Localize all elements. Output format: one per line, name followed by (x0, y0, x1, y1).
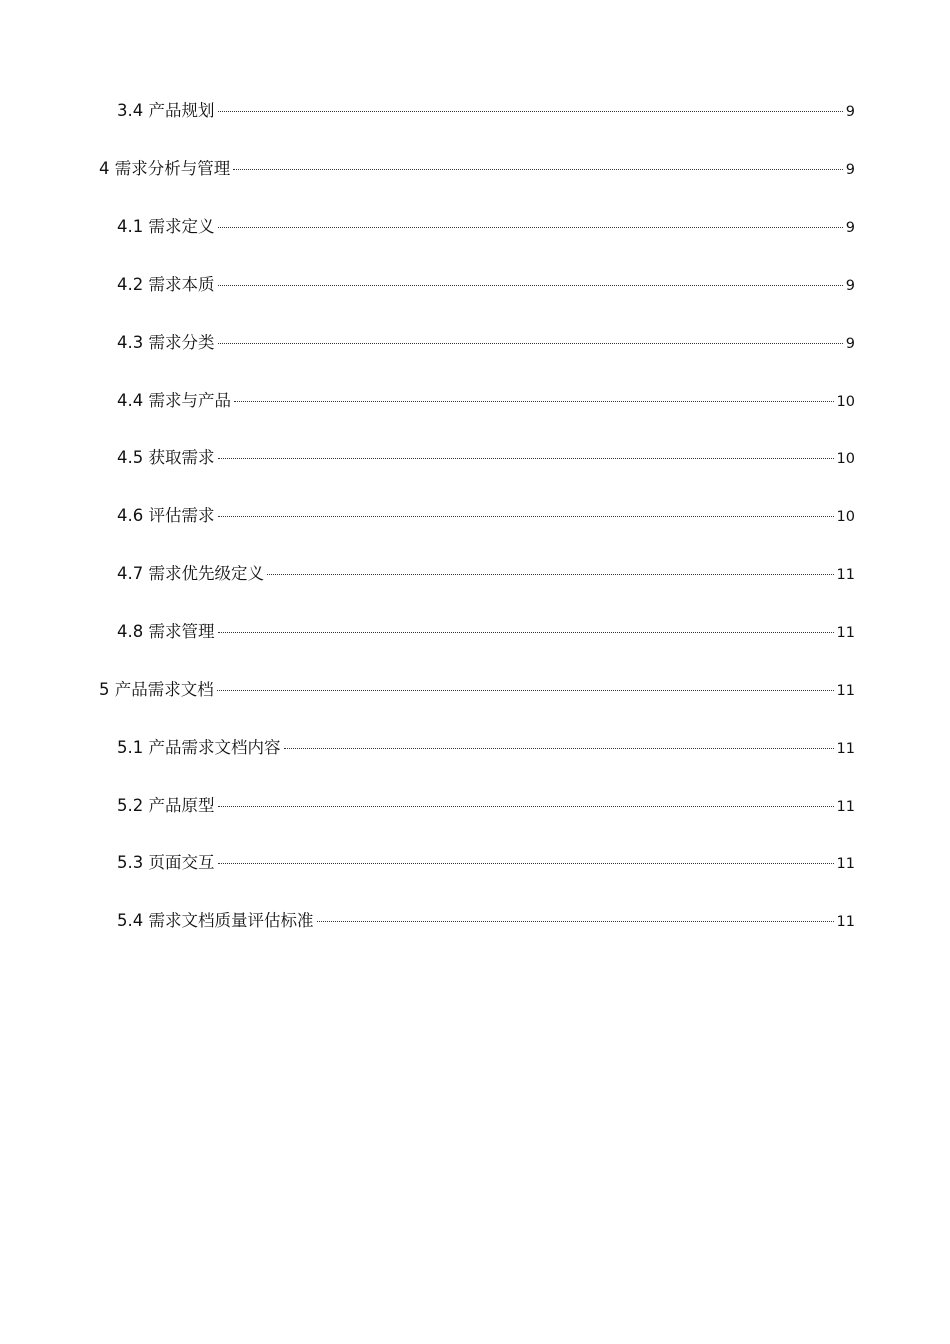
toc-entry-label: 4.1 需求定义 (117, 217, 215, 236)
toc-dot-leader (233, 169, 843, 170)
toc-dot-leader (218, 632, 834, 633)
toc-entry-4-8[interactable] (117, 617, 855, 647)
toc-entry-label: 4.3 需求分类 (117, 333, 215, 352)
toc-page-number: 11 (836, 683, 855, 699)
toc-page-number: 9 (845, 278, 855, 294)
toc-entry-4-1[interactable] (117, 212, 855, 242)
toc-dot-leader (284, 748, 834, 749)
toc-entry-label: 5.1 产品需求文档内容 (117, 738, 281, 757)
toc-dot-leader (218, 863, 834, 864)
toc-entry-4[interactable] (99, 154, 855, 184)
toc-dot-leader (218, 343, 843, 344)
toc-page-number: 11 (836, 914, 855, 930)
toc-dot-leader (267, 574, 834, 575)
toc-entry-5-3[interactable] (117, 848, 855, 878)
toc-entry-label: 4.6 评估需求 (117, 506, 215, 525)
toc-entry-label: 5.4 需求文档质量评估标准 (117, 911, 314, 930)
toc-dot-leader (217, 690, 834, 691)
toc-entry-4-6[interactable] (117, 501, 855, 531)
toc-page-number: 11 (836, 856, 855, 872)
toc-dot-leader (234, 401, 834, 402)
toc-dot-leader (218, 227, 843, 228)
toc-entry-4-7[interactable] (117, 559, 855, 589)
toc-page-number: 10 (836, 394, 855, 410)
toc-page-number: 9 (845, 220, 855, 236)
toc-entry-4-2[interactable] (117, 270, 855, 300)
toc-page-number: 10 (836, 509, 855, 525)
toc-dot-leader (317, 921, 834, 922)
toc-dot-leader (218, 458, 834, 459)
toc-page-number: 10 (836, 451, 855, 467)
toc-entry-3-4[interactable] (117, 96, 855, 126)
toc-page-number: 9 (845, 336, 855, 352)
toc-entry-label: 4.5 获取需求 (117, 448, 215, 467)
toc-page-number: 11 (836, 567, 855, 583)
toc-entry-5-2[interactable] (117, 791, 855, 821)
toc-entry-5-4[interactable] (117, 906, 855, 936)
toc-dot-leader (218, 285, 843, 286)
toc-entry-5-1[interactable] (117, 733, 855, 763)
toc-page-number: 9 (845, 104, 855, 120)
toc-page-number: 11 (836, 625, 855, 641)
toc-entry-4-3[interactable] (117, 328, 855, 358)
toc-entry-label: 4.2 需求本质 (117, 275, 215, 294)
toc-entry-label: 4.8 需求管理 (117, 622, 215, 641)
toc-entry-label: 5 产品需求文档 (99, 680, 214, 699)
toc-entry-label: 4 需求分析与管理 (99, 159, 231, 178)
toc-page-number: 9 (845, 162, 855, 178)
toc-dot-leader (218, 806, 834, 807)
toc-page-number: 11 (836, 741, 855, 757)
toc-entry-label: 5.2 产品原型 (117, 796, 215, 815)
toc-page-number: 11 (836, 799, 855, 815)
toc-entry-label: 4.7 需求优先级定义 (117, 564, 264, 583)
toc-dot-leader (218, 111, 843, 112)
toc-entry-5[interactable] (99, 675, 855, 705)
toc-entry-4-5[interactable] (117, 443, 855, 473)
toc-entry-label: 3.4 产品规划 (117, 101, 215, 120)
toc-entry-label: 5.3 页面交互 (117, 853, 215, 872)
toc-entry-label: 4.4 需求与产品 (117, 391, 231, 410)
toc-entry-4-4[interactable] (117, 386, 855, 416)
toc-dot-leader (218, 516, 834, 517)
